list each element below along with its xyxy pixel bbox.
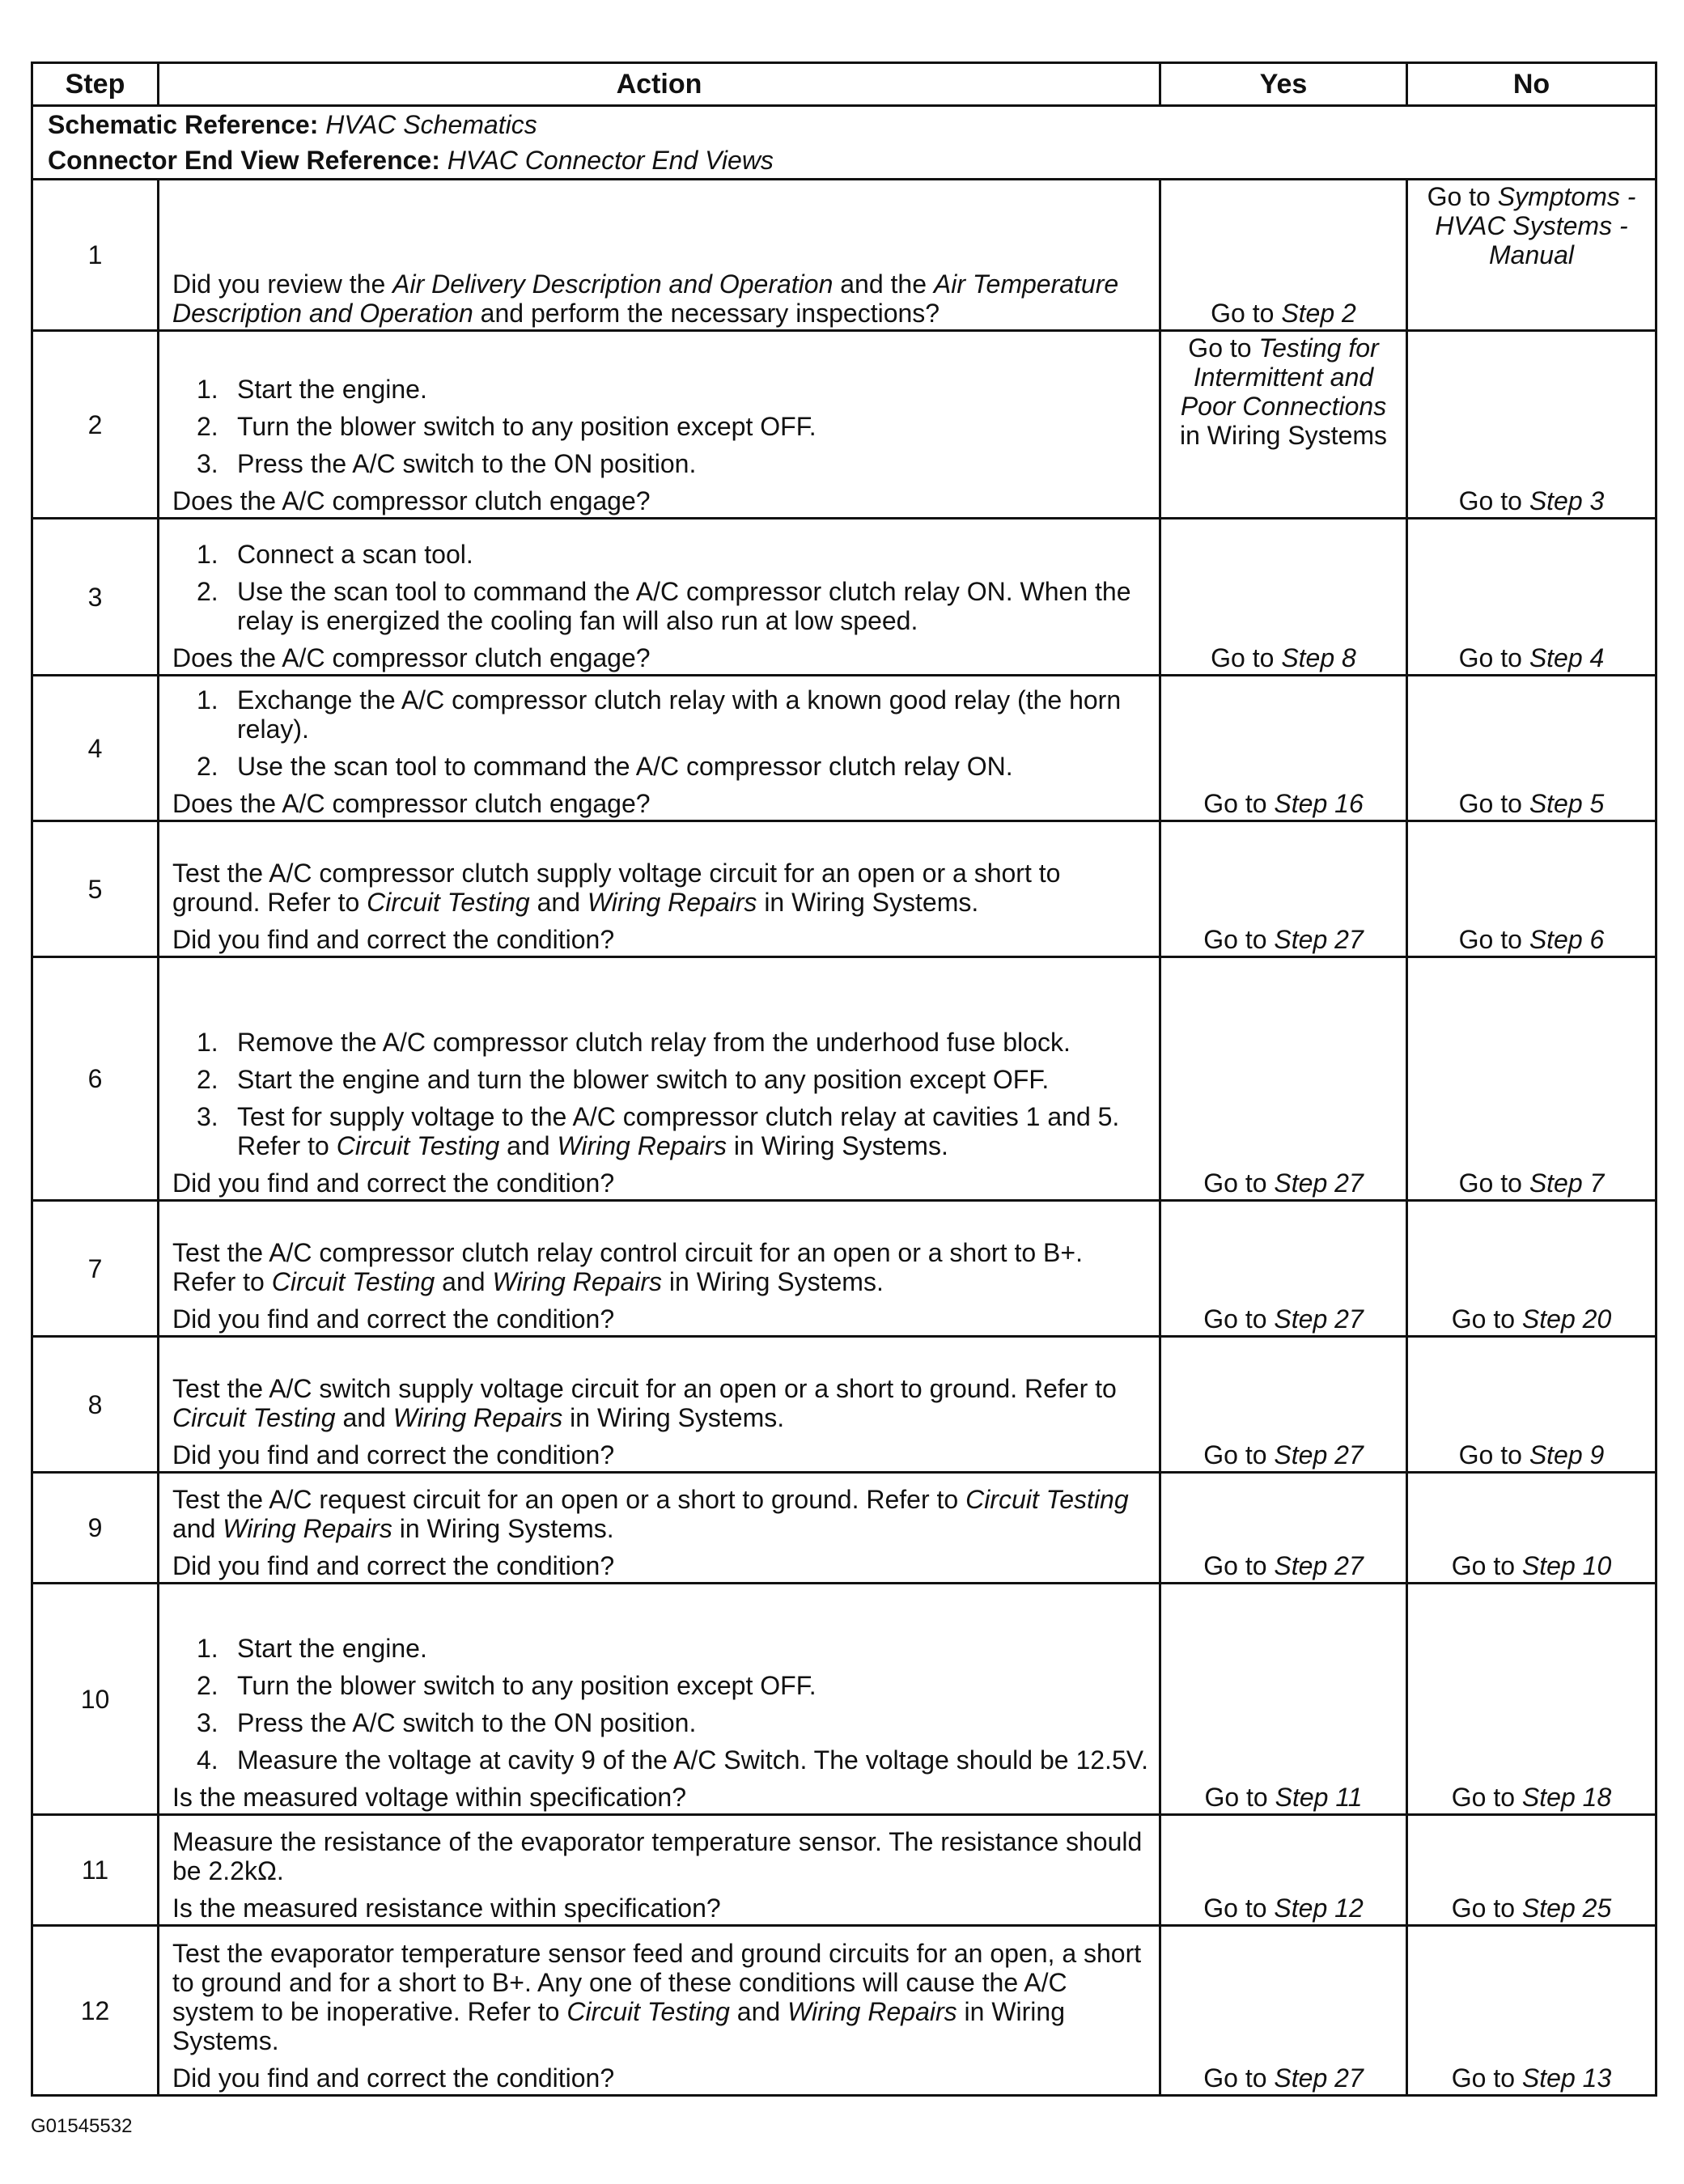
header-step: Step [32, 63, 159, 106]
text-run: Step 5 [1529, 789, 1605, 818]
action-step [172, 540, 1149, 569]
text-run: Circuit Testing [172, 1403, 336, 1432]
action-step-text: Remove the A/C compressor clutch relay from the underhood fuse block. [237, 1028, 1071, 1057]
step-number: 5 [32, 821, 159, 957]
text-run: Step 18 [1521, 1783, 1612, 1812]
text-run: Test for supply voltage to the A/C compressor clutch relay at cavities 1 and 5. Refer to [237, 1102, 1120, 1160]
text-run: in Wiring Systems [1179, 421, 1388, 450]
action-step [172, 375, 1149, 404]
yes-result [1160, 180, 1407, 331]
action-steps [172, 685, 1149, 781]
table-row [32, 1337, 1656, 1473]
text-run: Step 27 [1274, 1168, 1364, 1198]
text-run: Step 27 [1274, 2063, 1364, 2093]
action-text [172, 1374, 1149, 1432]
action-steps [172, 1634, 1149, 1775]
text-run: Step 13 [1521, 2063, 1612, 2093]
yes-result [1160, 1815, 1407, 1926]
text-run: Go to [1458, 789, 1529, 818]
no-result [1407, 1815, 1656, 1926]
connector-reference-row [32, 142, 1656, 180]
text-run: Go to [1203, 789, 1275, 818]
table-row [32, 1926, 1656, 2096]
text-run: Go to [1204, 1783, 1275, 1812]
table-row [32, 331, 1656, 519]
text-run: Go to [1203, 1304, 1275, 1334]
text-run: Wiring Repairs [492, 1267, 662, 1296]
yes-result [1160, 1584, 1407, 1815]
action-question: Does the A/C compressor clutch engage? [172, 789, 651, 818]
text-run: Step 27 [1274, 925, 1364, 954]
step-index: 4. [197, 1745, 218, 1775]
action-step-text: Connect a scan tool. [237, 540, 473, 569]
action-question: Did you find and correct the condition? [172, 2063, 615, 2093]
text-run: in Wiring Systems. [172, 1997, 1065, 2055]
action-step [172, 1028, 1149, 1057]
yes-result [1160, 331, 1407, 519]
step-number: 2 [32, 331, 159, 519]
text-run: Measure the resistance of the evaporator temperature sensor. The resistance should be 2.2kΩ. [172, 1827, 1143, 1885]
action-step [172, 1634, 1149, 1663]
step-index: 1. [197, 1028, 218, 1057]
action-cell [159, 821, 1160, 957]
action-question: Did you find and correct the condition? [172, 1551, 615, 1580]
step-index: 3. [197, 1102, 218, 1131]
text-run: Step 7 [1529, 1168, 1605, 1198]
action-step [172, 685, 1149, 744]
action-cell [159, 957, 1160, 1201]
schematic-reference-value: HVAC Schematics [325, 110, 537, 139]
text-run: Air Delivery Description and Operation [392, 269, 834, 299]
yes-result [1160, 1473, 1407, 1584]
table-row [32, 180, 1656, 331]
yes-result [1160, 1926, 1407, 2096]
figure-id: G01545532 [31, 2115, 133, 2137]
text-run: Go to [1203, 1894, 1275, 1923]
text-run: Step 8 [1281, 643, 1356, 672]
header-no: No [1407, 63, 1656, 106]
action-step-text: Measure the voltage at cavity 9 of the A/C Switch. The voltage should be 12.5V. [237, 1745, 1149, 1775]
step-index: 3. [197, 1708, 218, 1737]
action-text [172, 1485, 1149, 1543]
yes-result [1160, 1201, 1407, 1337]
action-text [172, 1939, 1149, 2055]
step-index: 1. [197, 1634, 218, 1663]
text-run: Go to [1211, 299, 1282, 328]
step-number: 3 [32, 519, 159, 676]
text-run: Step 20 [1521, 1304, 1612, 1334]
action-question: Is the measured voltage within specification? [172, 1783, 687, 1812]
step-number: 4 [32, 676, 159, 821]
text-run: and perform the necessary inspections? [473, 299, 940, 328]
text-run: in Wiring Systems. [392, 1514, 614, 1543]
action-text [172, 1238, 1149, 1296]
action-cell [159, 1584, 1160, 1815]
no-result [1407, 957, 1656, 1201]
text-run: Wiring Repairs [587, 888, 757, 917]
header-row [32, 63, 1656, 106]
table-row [32, 676, 1656, 821]
step-index: 3. [197, 449, 218, 478]
no-result [1407, 1584, 1656, 1815]
action-question: Is the measured resistance within specification? [172, 1894, 721, 1923]
action-steps [172, 540, 1149, 635]
text-run: Circuit Testing [271, 1267, 435, 1296]
text-run: Go to [1451, 1551, 1522, 1580]
no-result [1407, 1337, 1656, 1473]
text-run: in Wiring Systems. [562, 1403, 785, 1432]
action-cell [159, 519, 1160, 676]
text-run: Step 12 [1274, 1894, 1364, 1923]
text-run: Step 9 [1529, 1440, 1605, 1469]
action-cell [159, 180, 1160, 331]
yes-result [1160, 676, 1407, 821]
table-row [32, 1473, 1656, 1584]
action-step-text: Start the engine. [237, 375, 427, 404]
text-run: Go to [1427, 182, 1498, 211]
action-step-text: Press the A/C switch to the ON position. [237, 449, 697, 478]
no-result [1407, 1473, 1656, 1584]
connector-reference-value: HVAC Connector End Views [447, 146, 774, 175]
text-run: and [499, 1131, 558, 1160]
text-run: Go to [1203, 1440, 1275, 1469]
text-run: in Wiring Systems. [757, 888, 979, 917]
step-number: 1 [32, 180, 159, 331]
action-step [172, 1671, 1149, 1700]
text-run: Go to [1211, 643, 1282, 672]
step-number: 9 [32, 1473, 159, 1584]
text-run: and [172, 1514, 223, 1543]
text-run: Circuit Testing [336, 1131, 500, 1160]
text-run: and [529, 888, 587, 917]
text-run: and the [833, 269, 934, 299]
step-number: 11 [32, 1815, 159, 1926]
yes-result [1160, 957, 1407, 1201]
yes-result [1160, 1337, 1407, 1473]
text-run: Step 10 [1521, 1551, 1612, 1580]
step-number: 8 [32, 1337, 159, 1473]
no-result [1407, 331, 1656, 519]
action-question: Did you find and correct the condition? [172, 1304, 615, 1334]
text-run: Air Temperature Description and Operation [172, 269, 1119, 328]
action-text [172, 1827, 1149, 1885]
step-index: 2. [197, 577, 218, 606]
text-run: Go to [1203, 925, 1275, 954]
step-number: 10 [32, 1584, 159, 1815]
text-run: Circuit Testing [566, 1997, 730, 2026]
action-question: Did you find and correct the condition? [172, 1168, 615, 1198]
action-cell [159, 1815, 1160, 1926]
text-run: Did you review the [172, 269, 393, 299]
step-index: 2. [197, 1065, 218, 1094]
action-step-text: Turn the blower switch to any position except OFF. [237, 412, 817, 441]
action-cell [159, 1337, 1160, 1473]
table-row [32, 821, 1656, 957]
text-run: Test the A/C compressor clutch supply voltage circuit for an open or a short to ground. Refer to [172, 859, 1061, 917]
yes-result [1160, 519, 1407, 676]
action-steps [172, 375, 1149, 478]
action-question: Did you find and correct the condition? [172, 1440, 615, 1469]
text-run: Go to [1451, 2063, 1522, 2093]
no-result [1407, 821, 1656, 957]
text-run: and [729, 1997, 788, 2026]
step-index: 1. [197, 685, 218, 715]
action-cell [159, 676, 1160, 821]
text-run: in Wiring Systems. [727, 1131, 948, 1160]
header-yes: Yes [1160, 63, 1407, 106]
schematic-reference-label: Schematic Reference: [48, 110, 319, 139]
table-row [32, 519, 1656, 676]
text-run: Wiring Repairs [557, 1131, 727, 1160]
action-step-text: Start the engine and turn the blower switch to any position except OFF. [237, 1065, 1050, 1094]
action-steps [172, 1028, 1149, 1160]
text-run: Go to [1458, 1168, 1529, 1198]
no-result [1407, 519, 1656, 676]
action-question: Does the A/C compressor clutch engage? [172, 486, 651, 515]
step-index: 2. [197, 1671, 218, 1700]
text-run: Step 27 [1274, 1440, 1364, 1469]
action-step [172, 1708, 1149, 1737]
action-step [172, 1102, 1149, 1160]
table-row [32, 1815, 1656, 1926]
action-question: Does the A/C compressor clutch engage? [172, 643, 651, 672]
text-run: Go to [1451, 1894, 1522, 1923]
action-cell [159, 1926, 1160, 2096]
text-run: Test the A/C compressor clutch relay control circuit for an open or a short to B+. Refer to [172, 1238, 1083, 1296]
text-run: Go to [1203, 2063, 1275, 2093]
text-run: Test the A/C request circuit for an open or a short to ground. Refer to [172, 1485, 966, 1514]
action-cell [159, 1201, 1160, 1337]
text-run: Step 27 [1274, 1551, 1364, 1580]
action-step-text: Use the scan tool to command the A/C compressor clutch relay ON. When the relay is energized the cooling fan will also run at low speed. [237, 577, 1131, 635]
step-index: 1. [197, 540, 218, 569]
action-step-text: Exchange the A/C compressor clutch relay with a known good relay (the horn relay). [237, 685, 1122, 744]
text-run: Go to [1203, 1168, 1275, 1198]
diagnostic-table [31, 61, 1657, 2097]
action-step-text: Turn the blower switch to any position except OFF. [237, 1671, 817, 1700]
no-result [1407, 676, 1656, 821]
text-run: Step 16 [1274, 789, 1364, 818]
text-run: in Wiring Systems. [662, 1267, 884, 1296]
text-run: Go to [1458, 486, 1529, 515]
text-run: Testing for Intermittent and Poor Connections [1180, 333, 1387, 421]
action-step-text: Press the A/C switch to the ON position. [237, 1708, 697, 1737]
text-run: Wiring Repairs [392, 1403, 563, 1432]
action-step [172, 577, 1149, 635]
header-action: Action [159, 63, 1160, 106]
text-run: Test the A/C switch supply voltage circuit for an open or a short to ground. Refer to [172, 1374, 1117, 1403]
schematic-reference-row [32, 106, 1656, 143]
text-run: Step 27 [1274, 1304, 1364, 1334]
table-row [32, 957, 1656, 1201]
text-run: Circuit Testing [965, 1485, 1129, 1514]
text-run: Step 6 [1529, 925, 1605, 954]
text-run: Go to [1451, 1304, 1522, 1334]
action-question: Did you find and correct the condition? [172, 925, 615, 954]
action-step [172, 1745, 1149, 1775]
action-cell [159, 331, 1160, 519]
action-step-text: Start the engine. [237, 1634, 427, 1663]
step-number: 12 [32, 1926, 159, 2096]
action-step [172, 449, 1149, 478]
text-run: Step 3 [1529, 486, 1605, 515]
text-run: Test the evaporator temperature sensor feed and ground circuits for an open, a short to ground and for a short to B+. Any one of these conditions will cause the A/C system to be inoperative. Refer to [172, 1939, 1142, 2026]
table-row [32, 1201, 1656, 1337]
yes-result [1160, 821, 1407, 957]
action-step-text: Use the scan tool to command the A/C compressor clutch relay ON. [237, 752, 1013, 781]
action-step [172, 1065, 1149, 1094]
text-run: Go to [1458, 643, 1529, 672]
text-run: Step 11 [1275, 1783, 1363, 1812]
text-run: Go to [1188, 333, 1259, 363]
text-run: Wiring Repairs [787, 1997, 957, 2026]
text-run: Step 4 [1529, 643, 1605, 672]
no-result [1407, 1201, 1656, 1337]
step-index: 2. [197, 412, 218, 441]
text-run: Go to [1203, 1551, 1275, 1580]
step-number: 7 [32, 1201, 159, 1337]
text-run: Step 2 [1281, 299, 1356, 328]
step-index: 1. [197, 375, 218, 404]
text-run: Wiring Repairs [223, 1514, 392, 1543]
action-text [172, 859, 1149, 917]
no-result [1407, 1926, 1656, 2096]
text-run: Go to [1458, 925, 1529, 954]
action-cell [159, 1473, 1160, 1584]
text-run: Step 25 [1521, 1894, 1612, 1923]
no-result [1407, 180, 1656, 331]
connector-reference-label: Connector End View Reference: [48, 146, 440, 175]
action-text [172, 269, 1149, 328]
text-run: and [335, 1403, 393, 1432]
action-step [172, 752, 1149, 781]
step-number: 6 [32, 957, 159, 1201]
text-run: Go to [1451, 1783, 1522, 1812]
text-run: Symptoms - HVAC Systems - Manual [1435, 182, 1636, 269]
text-run: and [435, 1267, 493, 1296]
text-run: Circuit Testing [367, 888, 530, 917]
action-step [172, 412, 1149, 441]
table-row [32, 1584, 1656, 1815]
text-run: Go to [1458, 1440, 1529, 1469]
step-index: 2. [197, 752, 218, 781]
